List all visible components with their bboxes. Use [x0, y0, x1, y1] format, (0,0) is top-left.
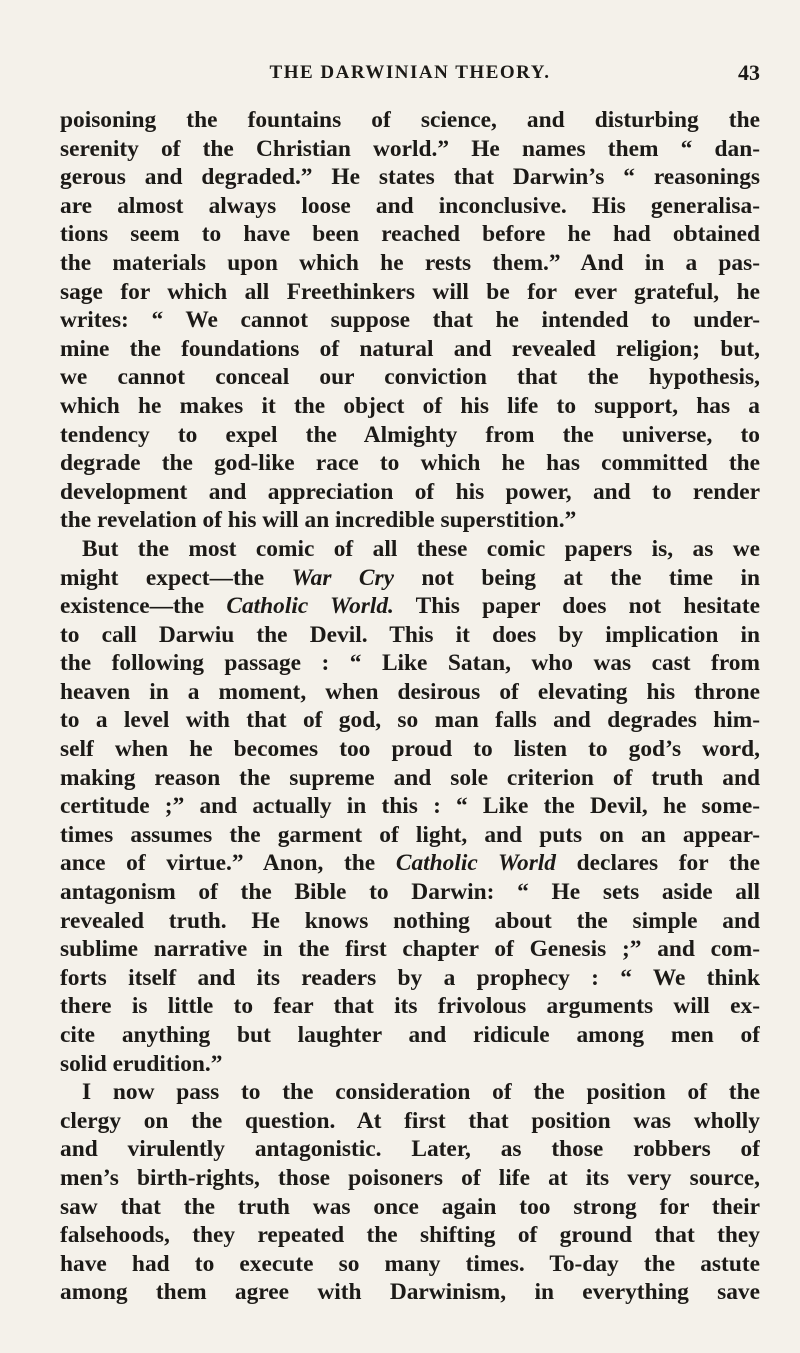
text-line: heaven in a moment, when desirous of elevating his throne: [60, 678, 760, 705]
text-line: gerous and degraded.” He states that Darwin’s “ reasonings: [60, 164, 760, 191]
text-segment: existence—the: [60, 593, 227, 620]
italic-title-catholic-world: Catholic World.: [226, 593, 394, 620]
text-line: writes: “ We cannot suppose that he intended to under-: [60, 307, 760, 334]
text-line: there is little to fear that its frivolous arguments will ex-: [60, 993, 760, 1020]
text-line: I now pass to the consideration of the position of the: [82, 1079, 760, 1106]
text-line: degrade the god-like race to which he has committed the: [60, 450, 760, 477]
running-head: [60, 62, 760, 92]
text-line: have had to execute so many times. To-day the astute: [60, 1250, 760, 1277]
text-line-mixed: [60, 564, 760, 593]
body-text: [60, 106, 760, 1307]
text-line: mine the foundations of natural and revealed religion; but,: [60, 335, 760, 362]
text-line: men’s birth-rights, those poisoners of life at its very source,: [60, 1164, 760, 1191]
text-line: tendency to expel the Almighty from the universe, to: [60, 421, 760, 448]
text-line: saw that the truth was once again too strong for their: [60, 1193, 760, 1220]
text-line: the materials upon which he rests them.” And in a pas-: [60, 249, 760, 276]
text-line: times assumes the garment of light, and puts on an appear-: [60, 821, 760, 848]
text-line: sublime narrative in the first chapter of Genesis ;” and com-: [60, 936, 760, 963]
text-line-mixed: [60, 849, 760, 878]
text-line: cite anything but laughter and ridicule among men of: [60, 1022, 760, 1048]
text-line: clergy on the question. At first that position was wholly: [60, 1107, 760, 1134]
text-line: serenity of the Christian world.” He names them “ dan-: [60, 135, 760, 162]
text-segment: ance of virtue.” Anon, the: [60, 850, 396, 877]
text-line: solid erudition.”: [60, 1050, 223, 1077]
running-title: THE DARWINIAN THEORY.: [269, 62, 551, 83]
italic-title-war-cry: War Cry: [291, 564, 394, 591]
text-line: among them agree with Darwinism, in everything save: [60, 1279, 760, 1306]
italic-title-catholic-world: Catholic World: [395, 850, 557, 877]
text-line: poisoning the fountains of science, and disturbing the: [60, 107, 760, 133]
text-line: the following passage : “ Like Satan, who was cast from: [60, 650, 760, 677]
text-line: But the most comic of all these comic papers is, as we: [82, 535, 760, 562]
text-line: forts itself and its readers by a prophecy : “ We think: [60, 964, 760, 991]
text-line: certitude ;” and actually in this : “ Like the Devil, he some-: [60, 793, 760, 820]
text-line: falsehoods, they repeated the shifting of ground that they: [60, 1222, 760, 1249]
text-line: development and appreciation of his power, and to render: [60, 478, 760, 505]
page-number: 43: [738, 60, 760, 85]
text-line: making reason the supreme and sole criterion of truth and: [60, 764, 760, 791]
text-line: sage for which all Freethinkers will be for ever grateful, he: [60, 278, 760, 305]
text-line: the revelation of his will an incredible superstition.”: [60, 507, 577, 534]
text-segment: declares for the: [556, 850, 760, 877]
text-segment: not being at the time in: [393, 564, 760, 591]
text-segment: This paper does not hesitate: [393, 593, 760, 620]
text-line-mixed: [60, 592, 760, 621]
text-line: antagonism of the Bible to Darwin: “ He sets aside all: [60, 879, 760, 906]
text-line: are almost always loose and inconclusive. His generalisa-: [60, 192, 760, 219]
text-segment: might expect—the: [60, 564, 292, 591]
text-line: which he makes it the object of his life to support, has a: [60, 392, 760, 419]
text-line: self when he becomes too proud to listen to god’s word,: [60, 736, 760, 763]
text-line: revealed truth. He knows nothing about the simple and: [60, 907, 760, 934]
text-line: we cannot conceal our conviction that the hypothesis,: [60, 364, 760, 391]
text-line: and virulently antagonistic. Later, as those robbers of: [60, 1136, 760, 1163]
text-line: to call Darwiu the Devil. This it does by implication in: [60, 621, 760, 648]
text-line: to a level with that of god, so man falls and degrades him-: [60, 707, 760, 734]
text-line: tions seem to have been reached before he had obtained: [60, 221, 760, 248]
